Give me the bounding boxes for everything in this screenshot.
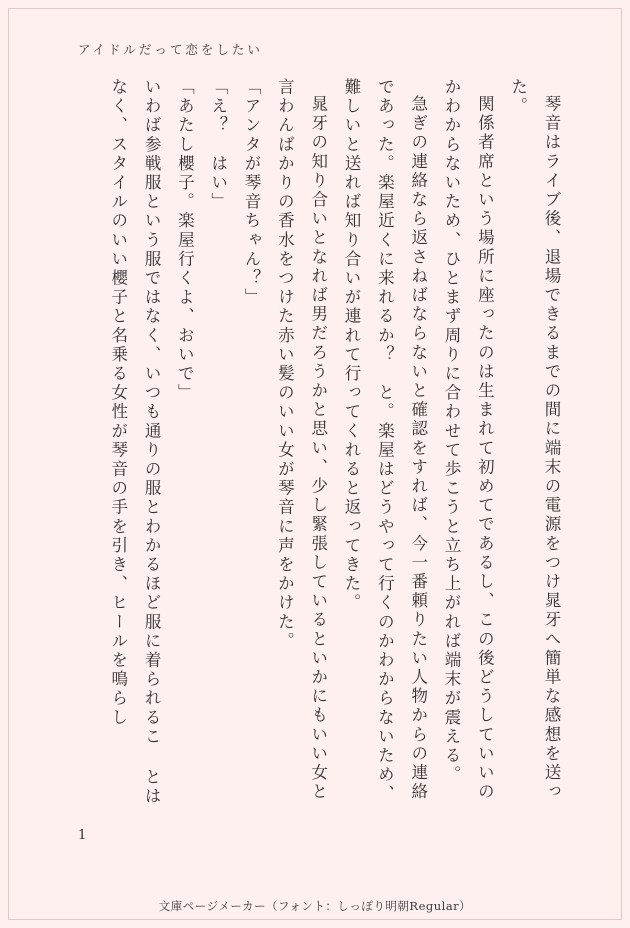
dialogue-line: 「え？ はい」 xyxy=(208,78,228,212)
dialogue-line: 「アンタが琴音ちゃん？」 xyxy=(242,78,262,308)
paragraph: 急ぎの連絡なら返さねばならないと確認をすれば、今一番頼りたい人物からの連絡であった。楽屋近くに来れるか？ と。楽屋はどうやって行くのかわからないため、難しいと送れば知り合いが連れて行ってくれると返ってきた。 xyxy=(342,78,428,804)
paragraph: 晁牙の知り合いとなれば男だろうかと思い、少し緊張しているといかにもいい女と言わんばかりの香水をつけた赤い髪のいい女が琴音に声をかけた。 xyxy=(275,78,328,802)
paragraph: 関係者席という場所に座ったのは生まれて初めてであるし、この後どうしていいのかわからないため、ひとまず周りに合わせて歩こうと立ち上がれば端末が震える。 xyxy=(442,78,495,802)
paragraph: 琴音はライブ後、退場できるまでの間に端末の電源をつけ晁牙へ簡単な感想を送った。 xyxy=(508,78,561,802)
paragraph: いわば参戦服という服ではなく、いつも通りの服とわかるほど服に着られるこ とはなく、スタイルのいい櫻子と名乗る女性が琴音の手を引き、ヒールを鳴らし xyxy=(108,78,162,807)
dialogue-line: 「あたし櫻子。楽屋行くよ、おいで」 xyxy=(175,78,195,403)
page-number: 1 xyxy=(78,828,87,843)
novel-body-text xyxy=(98,78,568,818)
page-header-title: アイドルだって恋をしたい xyxy=(78,42,263,57)
footer-credit: 文庫ページメーカー（フォント：しっぽり明朝Regular） xyxy=(158,899,472,913)
